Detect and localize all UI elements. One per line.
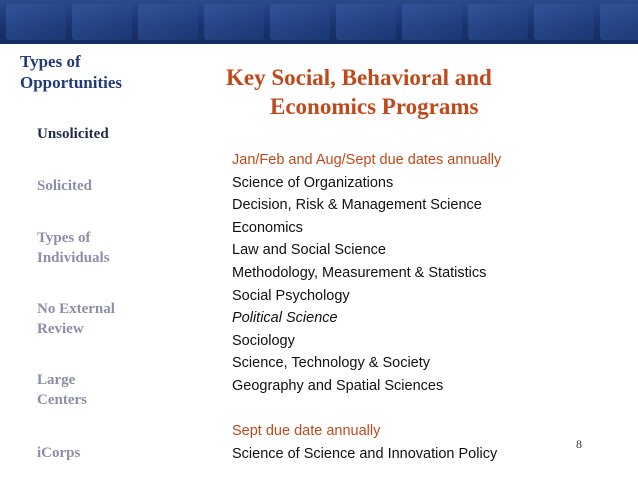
annual-due-note: Jan/Feb and Aug/Sept due dates annually [232, 152, 502, 168]
banner-tile [336, 4, 396, 40]
banner-tile [138, 4, 198, 40]
program-list [232, 149, 632, 465]
page-title-line2: Economics Programs [270, 94, 479, 119]
sidebar-item-label: Individuals [37, 250, 110, 266]
sidebar-item-label: Centers [37, 392, 87, 408]
list-item: Political Science [232, 310, 338, 327]
sidebar-item-label: Unsolicited [37, 126, 109, 142]
sidebar-item-label: Large [37, 372, 76, 388]
sidebar-item-unsolicited[interactable] [37, 124, 177, 144]
list-item: Decision, Risk & Management Science [232, 197, 482, 214]
list-item: Science, Technology & Society [232, 355, 431, 372]
list-spacer [232, 398, 632, 421]
banner-tile [6, 4, 66, 40]
sept-due-note: Sept due date annually [232, 423, 381, 440]
banner-tile [402, 4, 462, 40]
page-title [226, 63, 626, 121]
banner-tile [270, 4, 330, 40]
sidebar-item-solicited[interactable] [37, 176, 177, 196]
sidebar-item-label: Types of [37, 230, 91, 246]
header-banner [0, 0, 638, 44]
page-number: 8 [576, 437, 582, 451]
list-item: Geography and Spatial Sciences [232, 377, 444, 394]
sidebar-item-label: iCorps [37, 445, 81, 461]
sidebar-title-line2: Opportunities [20, 73, 123, 92]
banner-tile [534, 4, 594, 40]
banner-tile [204, 4, 264, 40]
banner-tile [468, 4, 528, 40]
banner-tile [600, 4, 638, 40]
page-title-line1: Key Social, Behavioral and [226, 65, 492, 90]
sidebar-item-label: No External [37, 301, 115, 317]
sidebar-title [20, 51, 180, 93]
sidebar-item-label: Solicited [37, 178, 92, 194]
list-item: Sociology [232, 332, 295, 349]
list-item: Economics [232, 219, 303, 236]
sidebar-item-label: Review [37, 321, 84, 337]
list-item: Science of Organizations [232, 174, 394, 191]
list-item: Law and Social Science [232, 242, 386, 259]
sidebar-item-types-of-individuals[interactable] [37, 228, 177, 268]
sidebar-item-no-external-review[interactable] [37, 299, 177, 339]
banner-tile [72, 4, 132, 40]
list-item: Science of Science and Innovation Policy [232, 445, 498, 462]
sidebar-item-large-centers[interactable] [37, 370, 177, 410]
sidebar-title-line1: Types of [20, 52, 81, 71]
list-item: Social Psychology [232, 287, 350, 304]
sidebar-item-icorps[interactable] [37, 443, 177, 463]
list-item: Methodology, Measurement & Statistics [232, 264, 487, 281]
